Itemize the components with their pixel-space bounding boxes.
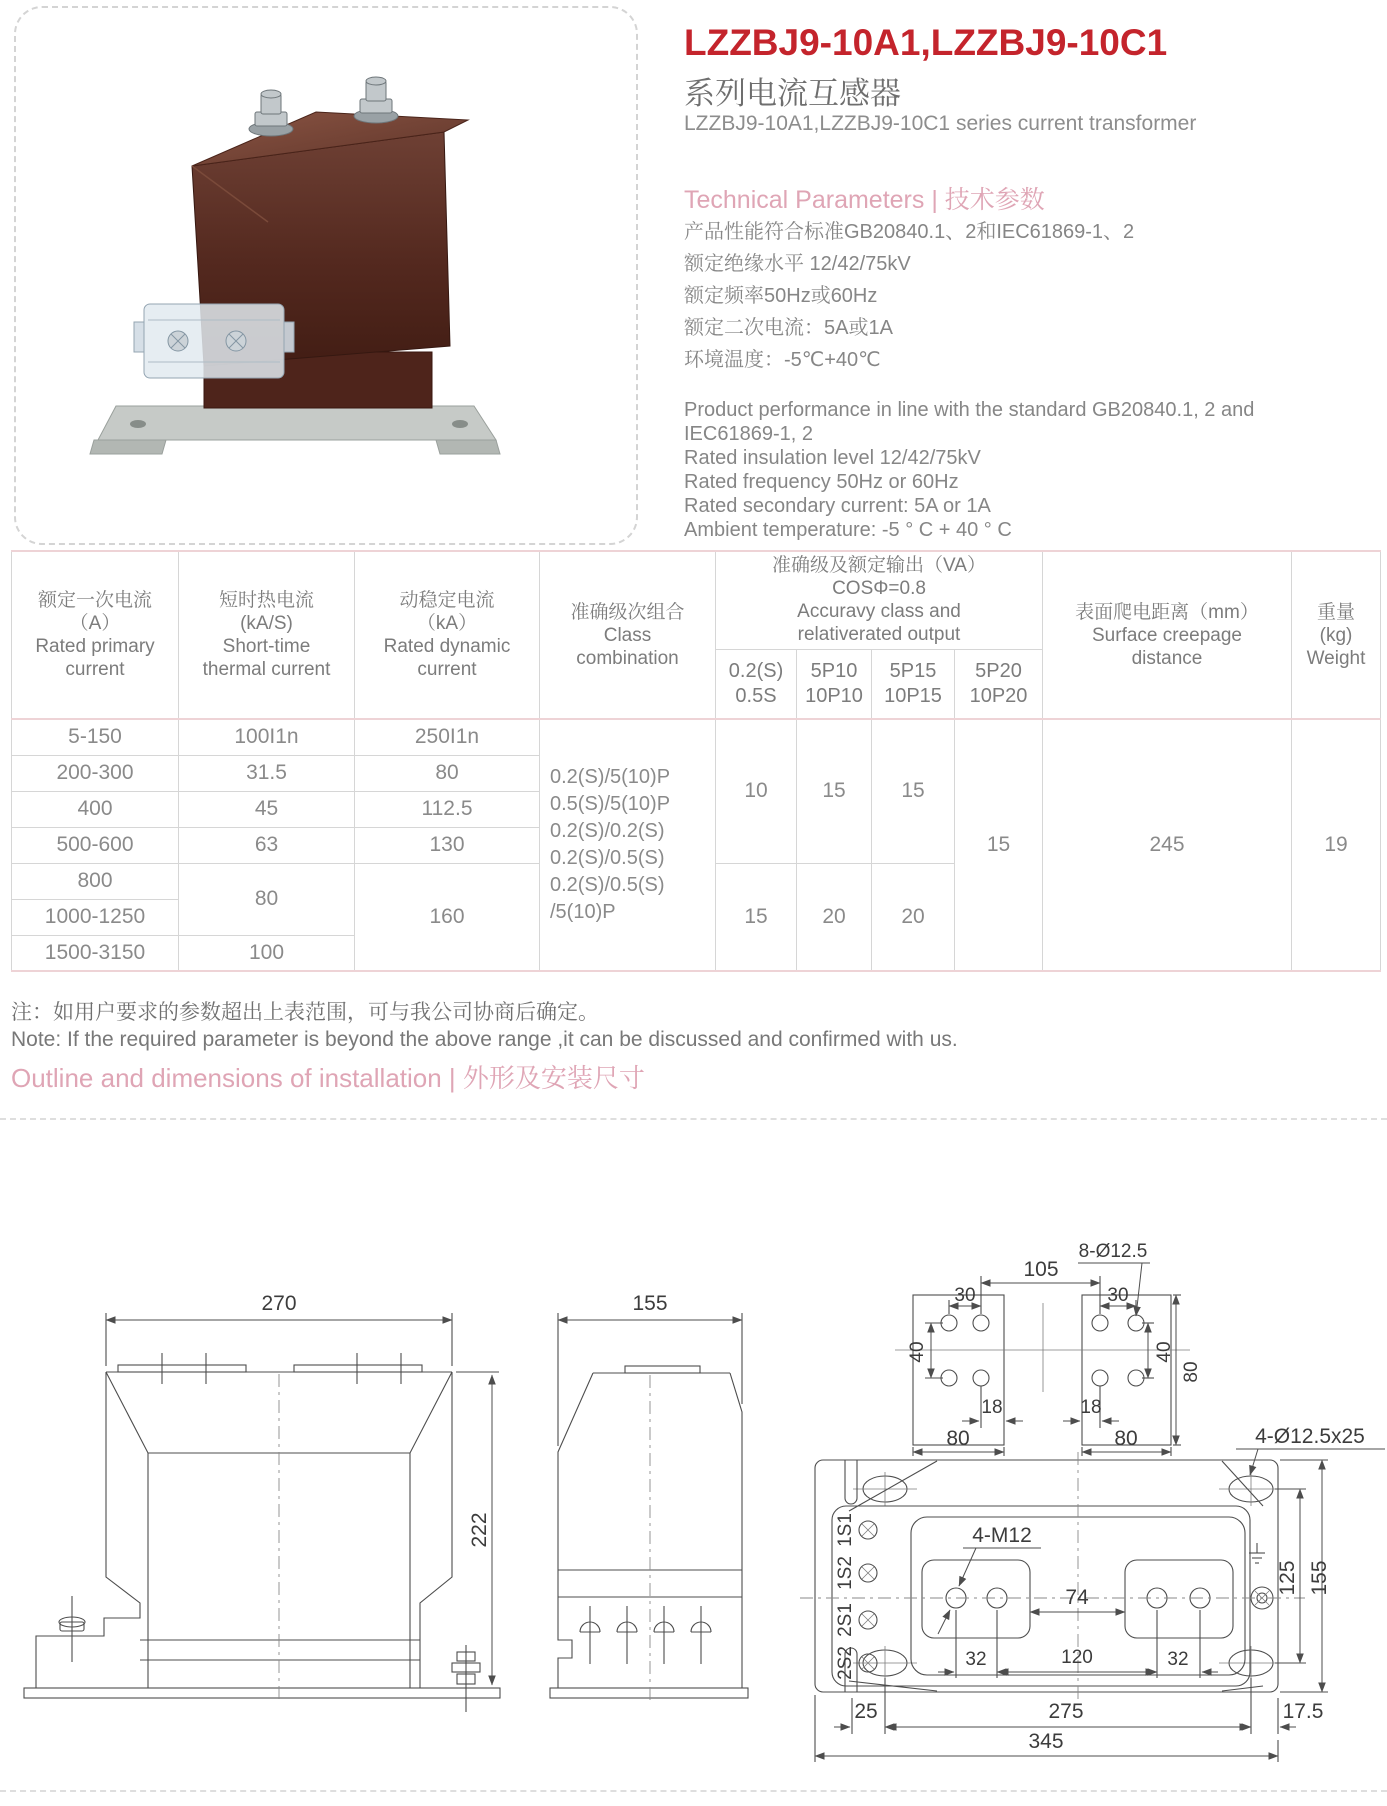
table-row: 1000-1250: [12, 899, 1381, 935]
tech-line: Rated insulation level 12/42/75kV: [684, 447, 981, 469]
thread-callout: 4-M12: [972, 1524, 1032, 1547]
ground-terminal: [1249, 1543, 1273, 1609]
terminal-label: 2S2: [835, 1646, 856, 1680]
product-photo-frame: [14, 6, 638, 545]
technical-parameters-heading: Technical Parameters | 技术参数: [684, 186, 1045, 214]
table-row: 200-300 31.5 80: [12, 755, 1381, 791]
table-row: 800 80 160 15 20 20: [12, 863, 1381, 899]
svg-text:275: 275: [1048, 1700, 1084, 1723]
table-row: 1500-3150 100: [12, 935, 1381, 971]
tech-params-cn: [684, 216, 1134, 376]
cell-dynamic: 250I1n: [355, 719, 540, 755]
side-view: [550, 1292, 748, 1700]
side-width-dim: 155: [632, 1292, 668, 1315]
svg-text:32: 32: [1167, 1649, 1189, 1670]
front-view: [24, 1292, 500, 1712]
table-row: 400 45 112.5: [12, 791, 1381, 827]
svg-text:345: 345: [1028, 1730, 1064, 1753]
tech-line: Rated secondary current: 5A or 1A: [684, 495, 991, 517]
product-photo: [16, 8, 636, 543]
table-row: 500-600 63 130: [12, 827, 1381, 863]
col-header-class-combination: 准确级次组合 Class combination: [540, 551, 716, 719]
svg-text:32: 32: [965, 1649, 987, 1670]
tech-line: 额定频率50Hz或60Hz: [684, 285, 878, 307]
cell-acc-02s-top: 10: [716, 719, 797, 863]
slot-callout: 4-Ø12.5x25: [1255, 1425, 1365, 1448]
subcol-5p15: 5P15 10P15: [872, 649, 955, 719]
svg-text:17.5: 17.5: [1282, 1700, 1324, 1723]
secondary-screws: [580, 1606, 711, 1664]
cell-weight: 19: [1292, 719, 1381, 971]
dimension-drawings: [0, 1120, 1387, 1806]
terminal-label: 1S1: [835, 1513, 856, 1547]
note-cn: 注：如用户要求的参数超出上表范围，可与我公司协商后确定。: [11, 1001, 599, 1024]
svg-text:18: 18: [981, 1397, 1003, 1418]
subcol-5p10: 5P10 10P10: [797, 649, 872, 719]
spec-table-container: [11, 550, 1381, 972]
tech-line: IEC61869-1, 2: [684, 423, 813, 445]
svg-text:80: 80: [946, 1427, 970, 1450]
cell-acc-5p20: 15: [955, 719, 1043, 971]
svg-text:40: 40: [1154, 1341, 1175, 1363]
mounting-plates-view: [895, 1241, 1202, 1456]
primary-terminal-1: [249, 90, 293, 136]
front-height-dim: 222: [468, 1512, 491, 1548]
col-header-accuracy-group: 准确级及额定输出（VA） COSΦ=0.8 Accuravy class and relativerated output: [716, 551, 1043, 649]
svg-text:18: 18: [1080, 1397, 1102, 1418]
tech-line: Product performance in line with the standard GB20840.1, 2 and: [684, 399, 1255, 421]
primary-terminal-2: [354, 77, 398, 123]
subcol-5p20: 5P20 10P20: [955, 649, 1043, 719]
col-header-creepage: 表面爬电距离（mm） Surface creepage distance: [1043, 551, 1292, 719]
cell-short-time: 100I1n: [179, 719, 355, 755]
secondary-terminal-cover: [134, 304, 294, 378]
tech-line: Rated frequency 50Hz or 60Hz: [684, 471, 959, 493]
svg-text:125: 125: [1276, 1560, 1299, 1596]
cell-acc-5p15-top: 15: [872, 719, 955, 863]
tech-params-en: [684, 398, 1254, 542]
svg-text:80: 80: [1114, 1427, 1138, 1450]
hole-callout: 8-Ø12.5: [1078, 1241, 1148, 1262]
note-en: Note: If the required parameter is beyond the above range ,it can be discussed and confirmed with us.: [11, 1028, 958, 1051]
technical-parameters-table: [11, 550, 1381, 972]
svg-text:40: 40: [907, 1341, 928, 1363]
bottom-view: [800, 1425, 1385, 1762]
cell-primary: 5-150: [12, 719, 179, 755]
col-header-weight: 重量 (kg) Weight: [1292, 551, 1381, 719]
outline-heading: Outline and dimensions of installation | 外形及安装尺寸: [11, 1063, 645, 1093]
tech-line: 产品性能符合标准GB20840.1、2和IEC61869-1、2: [684, 221, 1135, 243]
svg-text:30: 30: [954, 1285, 976, 1306]
subtitle-cn: 系列电流互感器: [684, 76, 901, 111]
terminal-label: 1S2: [835, 1556, 856, 1590]
svg-text:80: 80: [1181, 1361, 1202, 1383]
cell-creepage: 245: [1043, 719, 1292, 971]
tech-line: 额定二次电流：5A或1A: [684, 317, 893, 339]
cell-class-combination: 0.2(S)/5(10)P 0.5(S)/5(10)P 0.2(S)/0.2(S) 0.2(S)/0.5(S) 0.2(S)/0.5(S) /5(10)P: [540, 719, 716, 971]
col-header-primary-current: 额定一次电流 （A） Rated primary current: [12, 551, 179, 719]
table-row: [12, 719, 1381, 755]
svg-text:25: 25: [854, 1700, 878, 1723]
subcol-02s: 0.2(S) 0.5S: [716, 649, 797, 719]
svg-text:74: 74: [1065, 1586, 1089, 1609]
col-header-dynamic: 动稳定电流 （kA） Rated dynamic current: [355, 551, 540, 719]
tech-line: 环境温度：-5℃+40℃: [684, 349, 881, 371]
secondary-terminal-block: [835, 1513, 877, 1680]
svg-text:120: 120: [1061, 1647, 1093, 1668]
cell-acc-5p10-top: 15: [797, 719, 872, 863]
svg-text:155: 155: [1308, 1560, 1331, 1596]
terminal-label: 2S1: [835, 1603, 856, 1637]
base-plate: [98, 406, 496, 440]
tech-line: 额定绝缘水平 12/42/75kV: [684, 253, 911, 275]
page-title: LZZBJ9-10A1,LZZBJ9-10C1: [684, 22, 1168, 63]
tech-line: Ambient temperature: -5 ° C + 40 ° C: [684, 519, 1012, 541]
svg-text:30: 30: [1107, 1285, 1129, 1306]
svg-text:105: 105: [1023, 1258, 1059, 1281]
front-width-dim: 270: [261, 1292, 297, 1315]
col-header-short-time: 短时热电流 (kA/S) Short-time thermal current: [179, 551, 355, 719]
subtitle-en: LZZBJ9-10A1,LZZBJ9-10C1 series current transformer: [684, 112, 1197, 135]
